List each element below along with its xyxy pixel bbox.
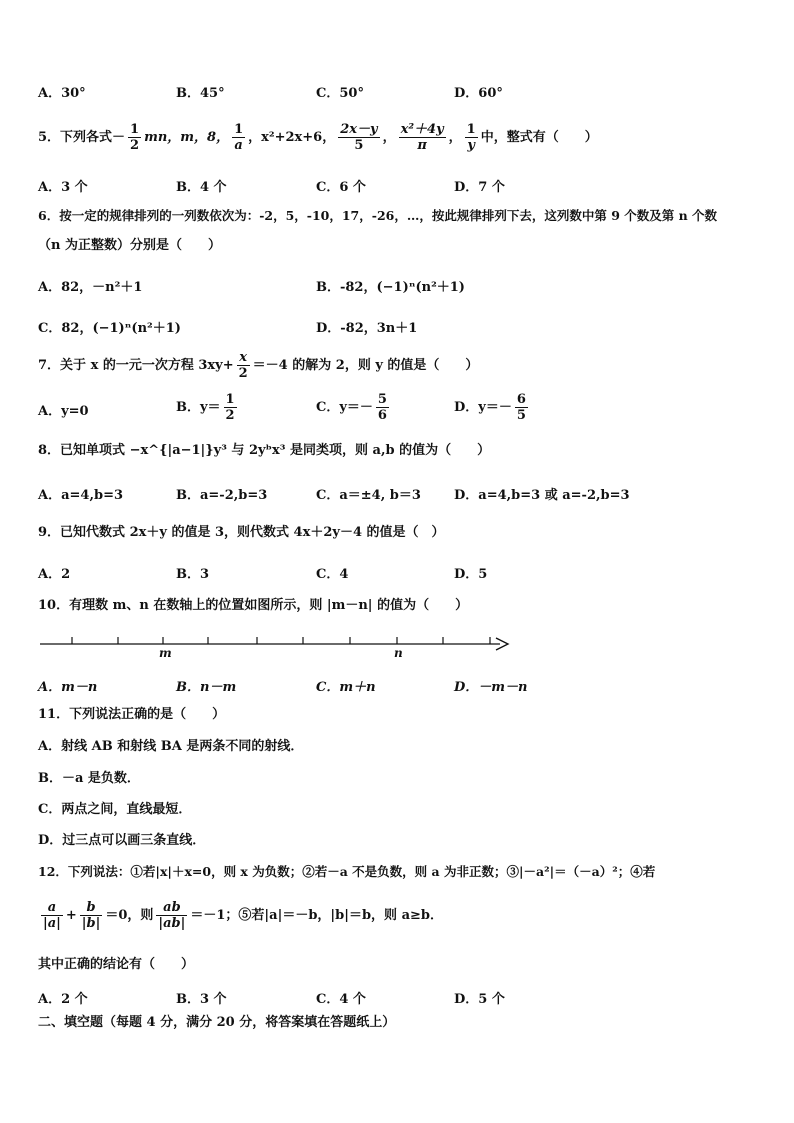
q6-option-b: B．-82，(−1)ⁿ(n²＋1) xyxy=(316,280,465,295)
q9-option-b: B．3 xyxy=(176,567,210,582)
q12-question-line3: 其中正确的结论有（ ） xyxy=(38,957,195,972)
q6-question-line1: 6．按一定的规律排列的一列数依次为：-2，5，-10，17，-26，…，按此规律排列下去，这列数中第 9 个数及第 n 个数 xyxy=(38,208,718,223)
q9-question: 9．已知代数式 2x＋y 的值是 3，则代数式 4x＋2y－4 的值是（ ） xyxy=(38,525,445,540)
q7-option-b: B．y＝ $\frac{1}{2}$ xyxy=(176,392,235,423)
q6-option-a: A．82，－n²＋1 xyxy=(38,280,143,295)
section-2-heading: 二、填空题（每题 4 分，满分 20 分，将答案填在答题纸上） xyxy=(38,1015,396,1030)
q5-option-d: D．7 个 xyxy=(454,180,505,195)
q8-option-c: C．a＝±4, b＝3 xyxy=(316,488,421,503)
q6-option-d: D．-82，3n＋1 xyxy=(316,321,418,336)
q4-option-a: A．30° xyxy=(38,86,86,101)
q5-fraction-4: $\frac{\text{x²＋4y}}{\pi}$ xyxy=(400,122,444,153)
q12-option-c: C．4 个 xyxy=(316,992,366,1007)
q11-question: 11．下列说法正确的是（ ） xyxy=(38,707,226,722)
q7-option-c: C．y＝－ $\frac{5}{6}$ xyxy=(316,392,387,423)
q10-option-d: D．－m－n xyxy=(454,680,528,695)
q9-option-c: C．4 xyxy=(316,567,349,582)
q12-fraction-ab: $\frac{ab}{|ab|}$ xyxy=(158,900,186,931)
q5-fraction-3: $\frac{2x-y}{5}$ xyxy=(340,122,378,153)
number-line xyxy=(38,630,518,662)
q10-option-c: C．m＋n xyxy=(316,680,376,695)
q4-option-d: D．60° xyxy=(454,86,503,101)
q11-option-d: D．过三点可以画三条直线． xyxy=(38,833,206,848)
q5-fraction-2: $\frac{1}{a}$ xyxy=(234,122,244,153)
q4-option-c: C．50° xyxy=(316,86,364,101)
q12-question-line2: $\frac{a}{|a|}$ + $\frac{b}{|b|}$ ＝0，则 $\frac{ab}{|ab|}$ ＝－1；⑤若|a|＝－b，|b|＝b，则 a≥b． xyxy=(43,900,443,931)
q11-option-b: B．－a 是负数． xyxy=(38,771,140,786)
q7-question: 7．关于 x 的一元一次方程 3xy+ $\frac{x}{2}$ ＝－4 的解为 2，则 y 的值是（ ） xyxy=(38,350,479,381)
number-line-label-m: m xyxy=(159,646,172,660)
q8-option-a: A．a=4,b=3 xyxy=(38,488,124,503)
q12-fraction-a: $\frac{a}{|a|}$ xyxy=(43,900,61,931)
q10-question: 10．有理数 m、n 在数轴上的位置如图所示，则 |m－n| 的值为（ ） xyxy=(38,598,469,613)
q5-fraction-5: $\frac{1}{y}$ xyxy=(466,122,476,153)
q8-question: 8．已知单项式 −x^{|a−1|}y³ 与 2yᵇx³ 是同类项，则 a,b 的值为（ ） xyxy=(38,443,491,458)
q6-option-c: C．82，(−1)ⁿ(n²＋1) xyxy=(38,321,181,336)
q12-fraction-b: $\frac{b}{|b|}$ xyxy=(81,900,101,931)
q8-option-b: B．a=-2,b=3 xyxy=(176,488,268,503)
q7-option-a: A．y=0 xyxy=(38,404,89,419)
number-line-label-n: n xyxy=(394,646,403,660)
q12-option-d: D．5 个 xyxy=(454,992,505,1007)
q12-option-b: B．3 个 xyxy=(176,992,227,1007)
q5-fraction-1: $\frac{1}{2}$ xyxy=(130,122,140,153)
q9-option-a: A．2 xyxy=(38,567,71,582)
q5-option-a: A．3 个 xyxy=(38,180,88,195)
q10-option-a: A．m－n xyxy=(38,680,98,695)
q6-question-line2: （n 为正整数）分别是（ ） xyxy=(38,238,221,253)
q12-question-line1: 12．下列说法：①若|x|＋x=0，则 x 为负数；②若－a 不是负数，则 a 为非正数；③|－a²|＝（－a）²；④若 xyxy=(38,864,656,879)
q12-option-a: A．2 个 xyxy=(38,992,88,1007)
q10-option-b: B．n－m xyxy=(176,680,237,695)
q7-option-d: D．y＝－ $\frac{6}{5}$ xyxy=(454,392,526,423)
q4-option-b: B．45° xyxy=(176,86,225,101)
q9-option-d: D．5 xyxy=(454,567,488,582)
q11-option-a: A．射线 AB 和射线 BA 是两条不同的射线． xyxy=(38,739,304,754)
q5-question: 5．下列各式－ $\frac{1}{2}$ mn，m，8， $\frac{1}{a}$ ，x²+2x+6， $\frac{2x-y}{5}$ ， $\frac{\text{x²＋4y}}{\pi}$ ， $\frac{1}{y}$ 中，整式有（ ） xyxy=(38,122,598,153)
q5-option-b: B．4 个 xyxy=(176,180,227,195)
q7-fraction: $\frac{x}{2}$ xyxy=(238,350,248,381)
q8-option-d: D．a=4,b=3 或 a=-2,b=3 xyxy=(454,488,630,503)
q5-option-c: C．6 个 xyxy=(316,180,366,195)
q11-option-c: C．两点之间，直线最短． xyxy=(38,802,192,817)
